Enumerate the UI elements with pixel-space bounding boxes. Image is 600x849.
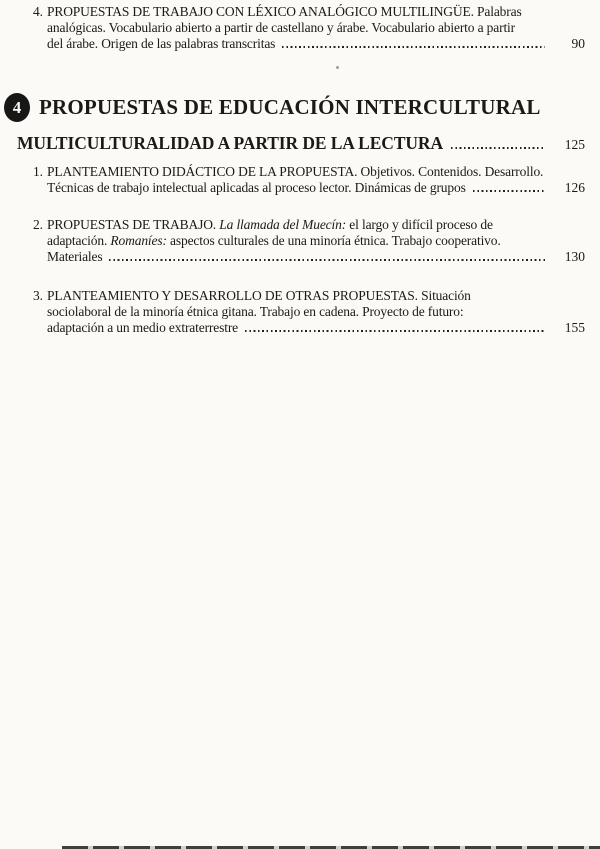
toc-entry-line bbox=[33, 4, 585, 20]
entry-number: 4. bbox=[33, 4, 43, 19]
toc-entry-line bbox=[33, 288, 585, 304]
entry-text-segment: Técnicas de trabajo intelectual aplicadas al proceso lector. Dinámicas de grupos bbox=[47, 180, 466, 195]
entry-text bbox=[47, 304, 463, 319]
entry-text bbox=[47, 233, 501, 248]
toc-entry-line bbox=[33, 233, 585, 249]
toc-entry-line bbox=[33, 20, 585, 36]
chapter-heading-row bbox=[17, 133, 585, 154]
entry-text bbox=[47, 249, 102, 265]
page-number: 126 bbox=[564, 180, 585, 195]
leader-dots bbox=[282, 46, 545, 48]
leader-dots bbox=[245, 330, 545, 332]
page-number: 125 bbox=[564, 137, 585, 152]
entry-text-segment: adaptación. bbox=[47, 233, 111, 248]
entry-text-segment: PROPUESTAS DE TRABAJO CON LÉXICO ANALÓGICO MULTILINGÜE. Palabras bbox=[47, 4, 522, 19]
toc-entry-line bbox=[33, 164, 585, 180]
entry-text bbox=[47, 36, 275, 52]
entry-text bbox=[33, 288, 471, 303]
toc-entry bbox=[33, 4, 585, 52]
entry-text bbox=[47, 320, 238, 336]
page-number: 155 bbox=[564, 320, 585, 335]
entry-text-segment: analógicas. Vocabulario abierto a partir de castellano y árabe. Vocabulario abierto a partir bbox=[47, 20, 516, 35]
entry-text-segment: aspectos culturales de una minoría étnica. Trabajo cooperativo. bbox=[166, 233, 501, 248]
leader-dots bbox=[473, 190, 545, 192]
entry-text bbox=[33, 164, 543, 179]
page-number: 90 bbox=[571, 36, 585, 51]
entry-text-segment: Materiales bbox=[47, 249, 103, 264]
toc-entry bbox=[33, 288, 585, 336]
entry-text-segment: PLANTEAMIENTO DIDÁCTICO DE LA PROPUESTA. Objetivos. Contenidos. Desarrollo. bbox=[47, 164, 544, 179]
section-header bbox=[4, 93, 541, 122]
entry-text-segment: Romaníes: bbox=[110, 233, 167, 248]
entry-text bbox=[33, 4, 522, 19]
leader-dots bbox=[451, 147, 545, 149]
entry-number: 2. bbox=[33, 217, 43, 232]
entry-number: 3. bbox=[33, 288, 43, 303]
entry-text-segment: PLANTEAMIENTO Y DESARROLLO DE OTRAS PROPUESTAS. Situación bbox=[47, 288, 471, 303]
entry-text-segment: el largo y difícil proceso de bbox=[346, 217, 493, 232]
scan-speck bbox=[336, 66, 339, 69]
toc-entry-line bbox=[33, 304, 585, 320]
entry-text-segment: La llamada del Muecín: bbox=[219, 217, 347, 232]
entry-number: 1. bbox=[33, 164, 43, 179]
entry-text-segment: del árabe. Origen de las palabras transcritas bbox=[47, 36, 276, 51]
toc-entry-line bbox=[33, 249, 585, 265]
entry-text bbox=[47, 20, 515, 35]
entry-text bbox=[47, 180, 466, 196]
page-number: 130 bbox=[564, 249, 585, 264]
section-title: PROPUESTAS DE EDUCACIÓN INTERCULTURAL bbox=[39, 95, 541, 119]
entry-text-segment: adaptación a un medio extraterrestre bbox=[47, 320, 239, 335]
toc-entry-line bbox=[33, 180, 585, 196]
chapter-title: MULTICULTURALIDAD A PARTIR DE LA LECTURA bbox=[17, 133, 444, 153]
toc-entry bbox=[33, 164, 585, 196]
toc-entry-line bbox=[33, 217, 585, 233]
entry-text-segment: PROPUESTAS DE TRABAJO. bbox=[47, 217, 220, 232]
entry-text-segment: sociolaboral de la minoría étnica gitana. Trabajo en cadena. Proyecto de futuro: bbox=[47, 304, 464, 319]
toc-entry-line bbox=[33, 320, 585, 336]
toc-entry bbox=[33, 217, 585, 265]
section-number-badge: 4 bbox=[4, 93, 30, 122]
leader-dots bbox=[109, 259, 545, 261]
toc-entry-line bbox=[33, 36, 585, 52]
entry-text bbox=[33, 217, 493, 232]
